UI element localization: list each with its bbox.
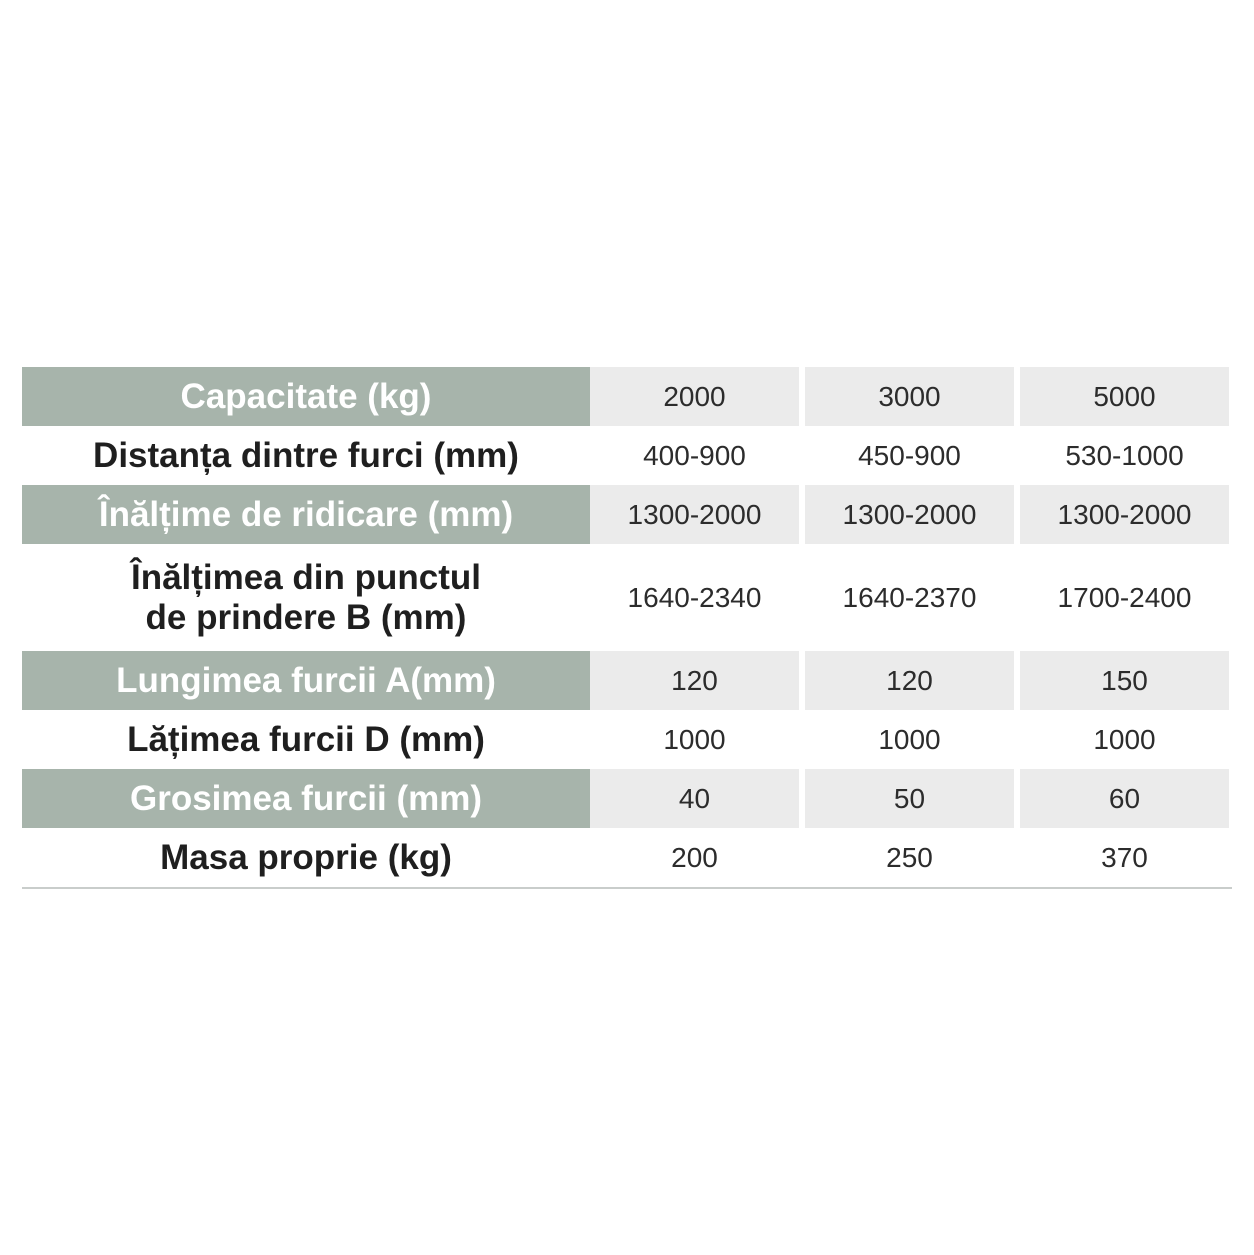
- row-label-hook-height: [22, 544, 590, 651]
- value-cell: 2000: [590, 367, 799, 426]
- value-cell: 1300-2000: [805, 485, 1014, 544]
- value-cell: 370: [1020, 828, 1229, 887]
- row-label-fork-thickness: Grosimea furcii (mm): [22, 769, 590, 828]
- value-cell: 3000: [805, 367, 1014, 426]
- row-label-fork-spacing: Distanța dintre furci (mm): [22, 426, 590, 485]
- table-row: [22, 485, 1232, 544]
- value-cell: 60: [1020, 769, 1229, 828]
- value-cell: 450-900: [805, 426, 1014, 485]
- table-row: [22, 769, 1232, 828]
- value-cell: 1700-2400: [1020, 544, 1229, 651]
- value-cell: 1000: [1020, 710, 1229, 769]
- row-label-own-weight: Masa proprie (kg): [22, 828, 590, 887]
- value-cell: 1640-2370: [805, 544, 1014, 651]
- value-cell: 200: [590, 828, 799, 887]
- value-cell: 50: [805, 769, 1014, 828]
- value-cell: 530-1000: [1020, 426, 1229, 485]
- value-cell: 250: [805, 828, 1014, 887]
- row-label-fork-length: Lungimea furcii A(mm): [22, 651, 590, 710]
- table-row: [22, 367, 1232, 426]
- value-cell: 400-900: [590, 426, 799, 485]
- table-row: [22, 828, 1232, 889]
- value-cell: 1300-2000: [590, 485, 799, 544]
- row-label-capacity: Capacitate (kg): [22, 367, 590, 426]
- table-row: [22, 544, 1232, 651]
- row-label-fork-width: Lățimea furcii D (mm): [22, 710, 590, 769]
- value-cell: 40: [590, 769, 799, 828]
- value-cell: 1640-2340: [590, 544, 799, 651]
- value-cell: 1300-2000: [1020, 485, 1229, 544]
- row-label-line-2: de prindere B (mm): [145, 597, 467, 637]
- value-cell: 5000: [1020, 367, 1229, 426]
- table-row: [22, 651, 1232, 710]
- value-cell: 120: [590, 651, 799, 710]
- table-row: [22, 710, 1232, 769]
- value-cell: 120: [805, 651, 1014, 710]
- table-row: [22, 426, 1232, 485]
- value-cell: 150: [1020, 651, 1229, 710]
- spec-table: [22, 367, 1232, 889]
- value-cell: 1000: [805, 710, 1014, 769]
- row-label-lift-height: Înălțime de ridicare (mm): [22, 485, 590, 544]
- row-label-line-1: Înălțimea din punctul: [130, 557, 482, 597]
- value-cell: 1000: [590, 710, 799, 769]
